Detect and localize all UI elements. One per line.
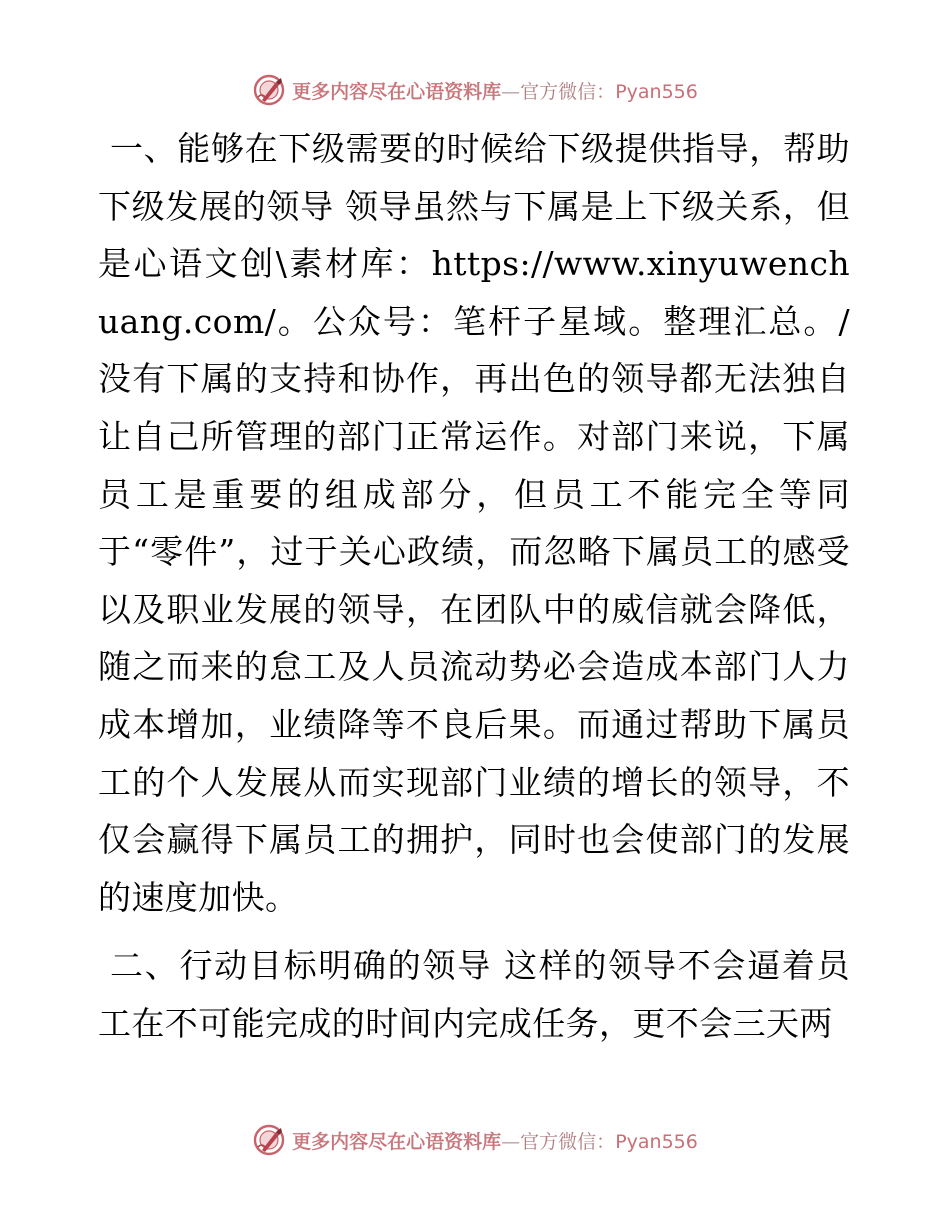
footer-banner [0,1120,950,1160]
quill-pen-logo-icon [252,73,286,107]
banner-wechat-label: 官方微信： [520,1130,616,1153]
quill-pen-logo-icon [252,1123,286,1157]
document-body [98,120,850,1053]
paragraph-2: 二、行动目标明确的领导 这样的领导不会逼着员工在不可能完成的时间内完成任务，更不会三天两 [98,946,850,1043]
banner-dash: — [501,1130,521,1153]
banner-wechat-label: 官方微信： [520,80,616,103]
banner-text [292,1127,698,1154]
banner-main-text: 更多内容尽在心语资料库 [292,80,502,103]
banner-text [292,77,698,104]
banner-wechat-id: Pyan556 [615,1130,698,1153]
banner-main-text: 更多内容尽在心语资料库 [292,1130,502,1153]
banner-wechat-id: Pyan556 [615,80,698,103]
header-banner [0,70,950,110]
banner-dash: — [501,80,521,103]
paragraph-1: 一、能够在下级需要的时候给下级提供指导，帮助下级发展的领导 领导虽然与下属是上下级关系，但是心语文创\素材库：https://www.xinyuwenchuang.com/。公众号：笔杆子星域。整理汇总。/没有下属的支持和协作，再出色的领导都无法独自让自己所管理的部门正常运作。对部门来说，下属员工是重要的组成部分，但员工不能完全等同于“零件”，过于关心政绩，而忽略下属员工的感受以及职业发展的领导，在团队中的威信就会降低，随之而来的怠工及人员流动势必会造成本部门人力成本增加，业绩降等不良后果。而通过帮助下属员工的个人发展从而实现部门业绩的增长的领导，不仅会赢得下属员工的拥护，同时也会使部门的发展的速度加快。 [98,129,850,917]
